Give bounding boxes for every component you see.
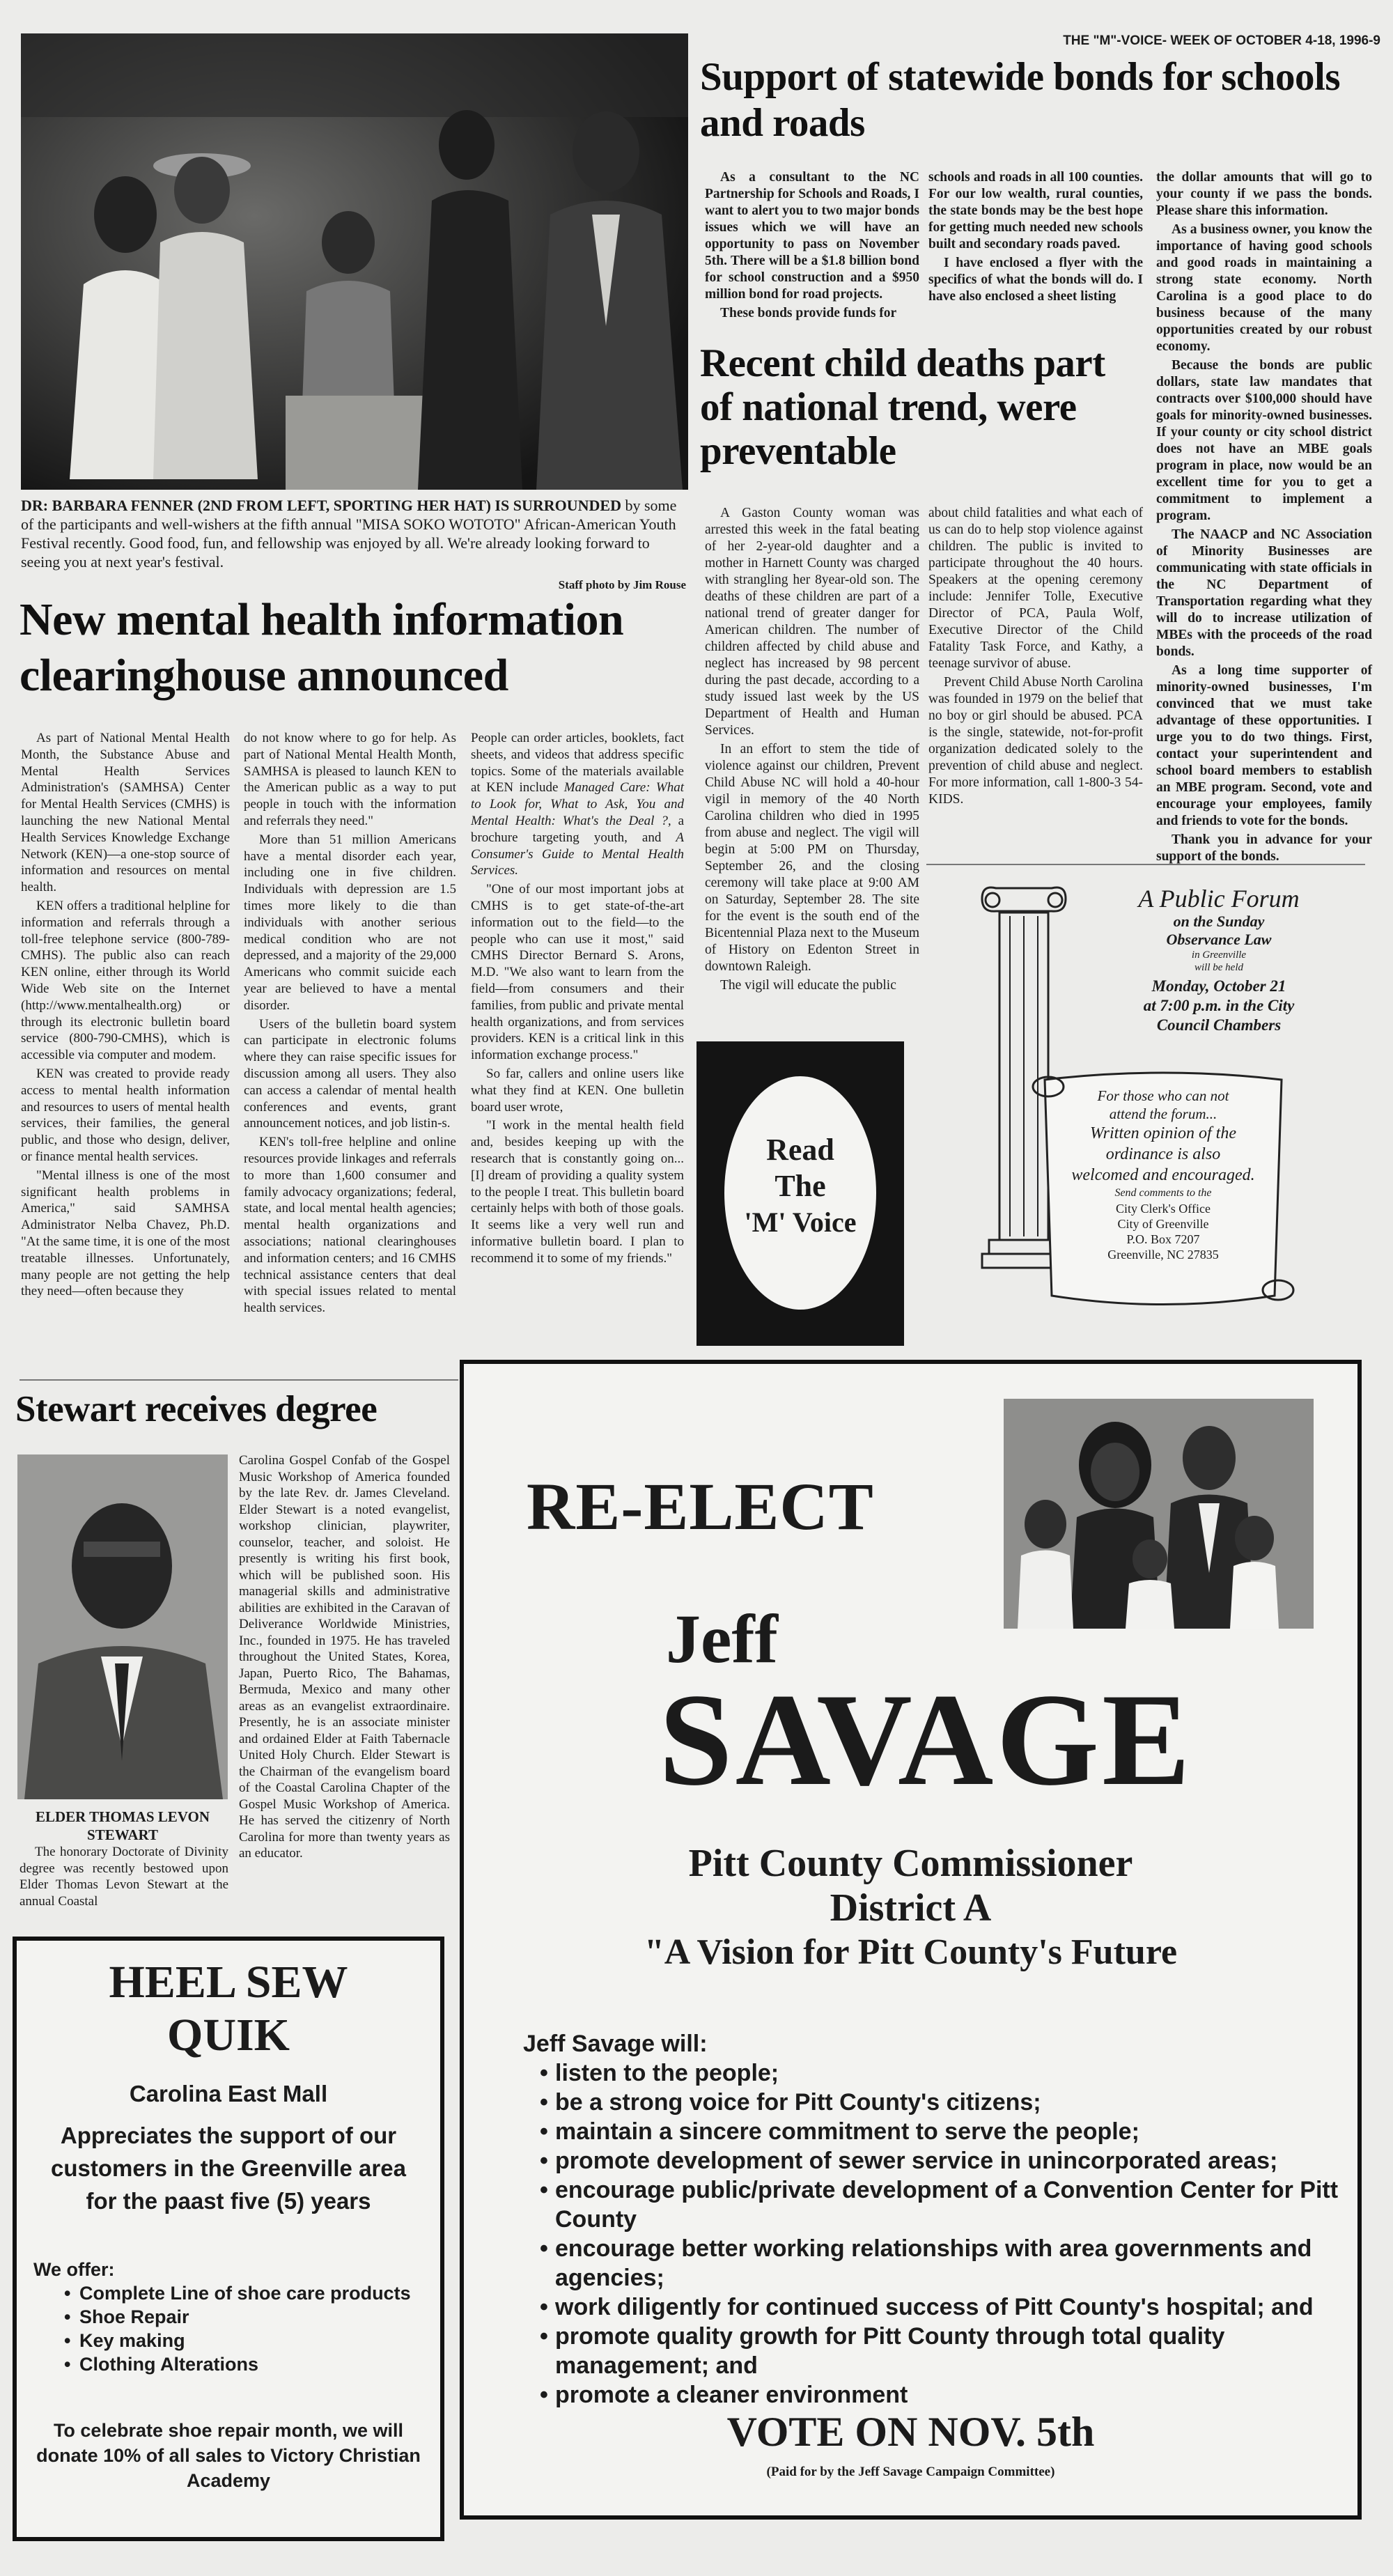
child-p3: The vigil will educate the public bbox=[720, 978, 896, 993]
bonds-p4: I have enclosed a flyer with the specifics of what the bonds will do. I have also enclosed a sheet listing bbox=[928, 256, 1143, 304]
heel-offer-item: • Clothing Alterations bbox=[61, 2352, 423, 2376]
scroll-text bbox=[1052, 1087, 1275, 1262]
savage-last-name: SAVAGE bbox=[659, 1667, 1193, 1813]
festival-photo-image bbox=[21, 33, 688, 490]
stewart-col-1 bbox=[20, 1844, 228, 1921]
forum-time: at 7:00 p.m. in the City bbox=[1143, 997, 1295, 1014]
savage-platform bbox=[523, 2029, 1345, 2410]
savage-district: District A bbox=[830, 1886, 992, 1930]
bonds-p10: Thank you in advance for your support of the bonds. bbox=[1156, 832, 1372, 864]
child-headline: Recent child deaths part of national trend, were preventable bbox=[700, 341, 1105, 473]
caption-rest: by some of the participants and well-wishers at the fifth annual "MISA SOKO WOTOTO" African-American Youth Festival recently. Good food, fun, and fellowship was enjoyed by all. We're already looking forward to seeing you at next year's festival. bbox=[21, 497, 677, 571]
forum-line-2: Observance Law bbox=[1166, 931, 1272, 948]
savage-slogan: "A Vision for Pitt County's Future bbox=[644, 1932, 1178, 1972]
scroll-line-4: ordinance is also bbox=[1105, 1145, 1221, 1163]
mental-p10: "One of our most important jobs at CMHS is to get state-of-the-art information out to the field—to the people who can use it most," said CMHS Director Bernard S. Arons, M.D. "We also want to learn from the field—from consumers and their families, from public and private mental health organizations, and from services providers. KEN is a critical link in this information exchange process." bbox=[471, 882, 685, 1063]
savage-will: Jeff Savage will: bbox=[523, 2031, 708, 2057]
forum-line-1: on the Sunday bbox=[1173, 913, 1265, 930]
bonds-p2: These bonds provide funds for bbox=[720, 306, 897, 320]
savage-platform-list bbox=[537, 2058, 1345, 2410]
read-m-voice-ad bbox=[696, 1041, 904, 1346]
savage-campaign-ad bbox=[460, 1360, 1362, 2520]
heel-offer-item: • Shoe Repair bbox=[61, 2305, 423, 2329]
bonds-p9: As a long time supporter of minority-owned businesses, I'm convinced that we must take advantage of these opportunities. I urge you to do two things. First, contact your superintendent and school board members to establish an MBE program. Second, vote and encourage your employees, family and friends to vote for the bonds. bbox=[1156, 663, 1372, 828]
mental-p9-em1: Managed Care: What to Look for, What to Ask, You and Mental Health: What's the Deal ?, bbox=[471, 780, 684, 828]
savage-paid-for: (Paid for by the Jeff Savage Campaign Committee) bbox=[766, 2465, 1055, 2479]
platform-item: • maintain a sincere commitment to serve the people; bbox=[537, 2117, 1345, 2146]
caption-bold: DR: BARBARA FENNER (2ND FROM LEFT, SPORTING HER HAT) IS SURROUNDED bbox=[21, 497, 621, 514]
mental-col-2 bbox=[244, 730, 456, 1385]
savage-reelect: RE-ELECT bbox=[527, 1469, 874, 1544]
child-p1: A Gaston County woman was arrested this week in the fatal beating of her 2-year-old daughter and a mother in Harnett County was charged with strangling her 8year-old son. The deaths of these children are part of a national trend of greater danger for American children. The number of children affected by child abuse and neglect has increased by 98 percent during the past decade, according to a study issued last week by the US Department of Health and Human Services. bbox=[705, 506, 919, 738]
child-col-2 bbox=[928, 505, 1143, 937]
bonds-headline: Support of statewide bonds for schools and roads bbox=[700, 55, 1340, 145]
platform-item: • promote quality growth for Pitt County through total quality management; and bbox=[537, 2322, 1345, 2380]
running-head: THE "M"-VOICE- WEEK OF OCTOBER 4-18, 1996-9 bbox=[1063, 33, 1380, 48]
savage-vote: VOTE ON NOV. 5th bbox=[726, 2409, 1095, 2455]
stewart-photo bbox=[17, 1454, 228, 1799]
stewart-p2: Carolina Gospel Confab of the Gospel Music Workshop of America founded by the late Rev. dr. James Cleveland. Elder Stewart is a noted evangelist, workshop clinician, playwriter, counselor, teacher, and soloist. He presently is writing his first book, which will be published soon. His managerial skills and administrative abilities are exhibited in the Caravan of Deliverance Worldwide Ministries, Inc., founded in 1975. He has traveled throughout the United States, Korea, Japan, Puerto Rico, The Bahamas, Bermuda, Mexico and many other areas as an evangelist extraordinaire. Presently, he is an associate minister and ordained Elder at Faith Tabernacle United Holy Church. Elder Stewart is the Chairman of the evangelism board of the Coastal Carolina Chapter of the Gospel Music Workshop of America. He has served the citizenry of North Carolina for more than twenty years as an educator. bbox=[239, 1453, 450, 1861]
read-ad-line-1: Read bbox=[766, 1133, 834, 1167]
child-col-1 bbox=[705, 505, 919, 1034]
forum-line-3: in Greenville bbox=[1191, 949, 1247, 961]
scroll-send: Send comments to the bbox=[1114, 1187, 1212, 1199]
mental-p9-mid: a brochure targeting youth, and bbox=[471, 813, 684, 845]
bonds-p6: As a business owner, you know the importance of having good schools and good roads in maintaining a strong state economy. North Carolina is a good place to do business because of the many opportunities created by our robust economy. bbox=[1156, 222, 1372, 354]
heel-offer-item: • Key making bbox=[61, 2329, 423, 2352]
forum-line-4: will be held bbox=[1194, 962, 1243, 973]
platform-item: • encourage better working relationships with area governments and agencies; bbox=[537, 2234, 1345, 2292]
mental-p3: KEN was created to provide ready access to mental health information and resources to users of mental health services, their families, the general public, and those who design, deliver, or finance mental health services. bbox=[21, 1066, 230, 1164]
stewart-photo-image bbox=[17, 1454, 228, 1799]
stewart-headline: Stewart receives degree bbox=[15, 1389, 378, 1429]
scroll-line-1: For those who can not bbox=[1097, 1087, 1229, 1104]
bonds-p7: Because the bonds are public dollars, state law mandates that contracts over $100,000 should have goals for minority-owned businesses. If your county or city school district does not have an MBE goals program in place, now would be an excellent time for you to get a commitment to implement a program. bbox=[1156, 358, 1372, 523]
scroll-box: P.O. Box 7207 bbox=[1126, 1232, 1200, 1246]
mental-col-1 bbox=[21, 730, 230, 1385]
scroll-line-5: welcomed and encouraged. bbox=[1071, 1166, 1255, 1184]
mental-p9-em2: A Consumer's Guide to Mental Health Services. bbox=[471, 830, 684, 878]
mental-p12: "I work in the mental health field and, besides keeping up with the research that is constantly going on... [I] dream of providing a quality system to the people I treat. This bulletin board certainly helps with both of those goals. It seems like a very well run and informative bulletin board. I plan to recommend it to some of my friends." bbox=[471, 1118, 684, 1266]
scroll-line-2: attend the forum... bbox=[1109, 1105, 1217, 1122]
mental-p1: As part of National Mental Health Month, the Substance Abuse and Mental Health Services Administration's (SAMHSA) Center for Mental Health Services (CMHS) is launching the new National Mental Health Services Knowledge Exchange Network (KEN)—a one-stop source of information and resources on mental health. bbox=[21, 731, 230, 895]
mental-p9-a: People can order articles, booklets, fact sheets, and videos that address specific topics. Some of the materials available at KEN include bbox=[471, 731, 684, 796]
heel-thanks: Appreciates the support of our customers in the Greenville area for the paast five (5) years bbox=[51, 2123, 406, 2214]
mental-headline: New mental health information clearinghouse announced bbox=[20, 594, 624, 701]
mental-p11: So far, callers and online users like what they find at KEN. One bulletin board user wrote, bbox=[471, 1066, 684, 1115]
savage-office-title: Pitt County Commissioner bbox=[688, 1842, 1133, 1885]
photo-credit: Staff photo by Jim Rouse bbox=[558, 578, 686, 591]
stewart-rule bbox=[20, 1379, 458, 1381]
scroll-line-3: Written opinion of the bbox=[1090, 1124, 1236, 1142]
scroll-zip: Greenville, NC 27835 bbox=[1107, 1248, 1219, 1262]
mental-col-3 bbox=[471, 730, 684, 1385]
bonds-p3: schools and roads in all 100 counties. For our low wealth, rural counties, the state bonds may be the best hope for getting much needed new schools built and secondary roads paved. bbox=[928, 170, 1143, 251]
savage-office bbox=[464, 1841, 1357, 1975]
festival-photo-caption bbox=[21, 496, 688, 571]
public-forum-notice bbox=[975, 885, 1365, 1330]
festival-photo bbox=[21, 33, 688, 490]
stewart-caption: ELDER THOMAS LEVON STEWART bbox=[35, 1808, 210, 1843]
platform-item: • listen to the people; bbox=[537, 2058, 1345, 2088]
heel-mall: Carolina East Mall bbox=[129, 2081, 328, 2106]
heel-offer: We offer: bbox=[33, 2259, 115, 2280]
bonds-col-2 bbox=[928, 169, 1143, 336]
scroll-city: City of Greenville bbox=[1117, 1217, 1209, 1231]
scroll-office: City Clerk's Office bbox=[1116, 1202, 1211, 1216]
platform-item: • promote a cleaner environment bbox=[537, 2380, 1345, 2410]
heel-title-2: QUIK bbox=[166, 2010, 290, 2061]
mental-p5: do not know where to go for help. As part of National Mental Health Month, SAMHSA is pleased to launch KEN to the American public as a way to put people in touch with the information and referrals they need." bbox=[244, 731, 456, 828]
mental-p9 bbox=[471, 730, 684, 879]
read-ad-oval bbox=[724, 1076, 876, 1310]
heel-title-1: HEEL SEW bbox=[109, 1957, 348, 2008]
platform-item: • encourage public/private development of a Convention Center for Pitt County bbox=[537, 2175, 1345, 2234]
platform-item: • be a strong voice for Pitt County's citizens; bbox=[537, 2088, 1345, 2117]
forum-rule bbox=[926, 864, 1365, 865]
savage-first-name: Jeff bbox=[666, 1600, 778, 1677]
child-p5: Prevent Child Abuse North Carolina was founded in 1979 on the belief that no boy or girl should be abused. PCA is the single, statewide, not-for-profit organization dedicated solely to the prevention of child abuse and neglect. For more information, call 1-800-3 54-KIDS. bbox=[928, 675, 1143, 807]
bonds-p8: The NAACP and NC Association of Minority Businesses are communicating with state officials in the NC Department of Transportation regarding what they will do to increase utilization of MBEs with the proceeds of the road bonds. bbox=[1156, 527, 1372, 659]
mental-p8: KEN's toll-free helpline and online resources provide linkages and referrals to more than 1,600 consumer and family advocacy organizations; federal, state, and local mental health agencies; mental health organizations and associations; national clearinghouses and information centers; and 16 CMHS technical assistance centers that deal with special issues related to mental health services. bbox=[244, 1135, 456, 1316]
savage-family-photo bbox=[1004, 1399, 1314, 1629]
child-p4: about child fatalities and what each of us can do to help stop violence against children. The public is invited to participate throughout the 40 hours. Speakers at the opening ceremony include: Jennifer Tolle, Executive Director of PCA, Paula Wolf, Executive Director of the Child Fatality Task Force, and Kathy, a teenage survivor of abuse. bbox=[928, 506, 1143, 671]
heel-offer-item: • Complete Line of shoe care products bbox=[61, 2281, 423, 2305]
heel-offer-list bbox=[61, 2281, 423, 2376]
mental-p6: More than 51 million Americans have a mental disorder each year, including one in five children. Individuals with depression are 1.5 times more likely to die than individuals with another serious medical condition who are not depressed, and a majority of the 29,000 Americans who commit suicide each year are believed to have a mental disorder. bbox=[244, 832, 456, 1013]
mental-p2: KEN offers a traditional helpline for information and referrals through a toll-free telephone service (800-789-CMHS). The public also can reach KEN online, either through its World Wide Web site on the Internet (http://www.mentalhealth.org) or through its electronic bulletin board service (800-790-CMHS), which is accessible via computer and modem. bbox=[21, 898, 230, 1063]
forum-date: Monday, October 21 bbox=[1151, 977, 1286, 995]
read-ad-line-2: The bbox=[775, 1169, 826, 1203]
read-ad-line-3: 'M' Voice bbox=[744, 1206, 857, 1238]
bonds-col-1 bbox=[705, 169, 919, 336]
mental-p7: Users of the bulletin board system can participate in electronic folums where they can raise specific issues for discussion among all users. They also can access a calendar of mental health conferences and events, grant announcement notices, and job listin-s. bbox=[244, 1016, 456, 1131]
bonds-col-3 bbox=[1156, 169, 1372, 864]
forum-header bbox=[1080, 885, 1358, 1035]
forum-title: A Public Forum bbox=[1138, 885, 1300, 913]
platform-item: • work diligently for continued success of Pitt County's hospital; and bbox=[537, 2292, 1345, 2322]
heel-footer: To celebrate shoe repair month, we will donate 10% of all sales to Victory Christian Academy bbox=[36, 2420, 421, 2491]
heel-sew-quik-ad bbox=[13, 1937, 444, 2541]
stewart-col-2 bbox=[239, 1452, 450, 1926]
stewart-p1: The honorary Doctorate of Divinity degree was recently bestowed upon Elder Thomas Levon Stewart at the annual Coastal bbox=[20, 1845, 228, 1909]
bonds-p1: As a consultant to the NC Partnership for Schools and Roads, I want to alert you to two major bonds issues which we will have an opportunity to pass on November 5th. There will be a $1.8 billion bond for school construction and a $950 million bond for road projects. bbox=[705, 170, 919, 302]
forum-place: Council Chambers bbox=[1156, 1016, 1282, 1034]
platform-item: • promote development of sewer service in unincorporated areas; bbox=[537, 2146, 1345, 2175]
child-p2: In an effort to stem the tide of violence against our children, Prevent Child Abuse NC will hold a 40-hour vigil in memory of the 40 North Carolina children who died in 1995 from abuse and neglect. The vigil will begin at 5:00 PM on Thursday, September 26, and the closing ceremony will take place at 9:00 AM on Saturday, September 28. The site for the event is the south end of the Bicentennial Plaza next to the Museum of History on Edenton Street in downtown Raleigh. bbox=[705, 742, 919, 974]
bonds-p5: the dollar amounts that will go to your county if we pass the bonds. Please share this information. bbox=[1156, 170, 1372, 218]
savage-family-photo-image bbox=[1004, 1399, 1314, 1629]
mental-p4: "Mental illness is one of the most significant health problems in America," said SAMHSA Administrator Nelba Chavez, Ph.D. "At the same time, it is one of the most treatable illnesses. Unfortunately, many people are not getting the help they need—often because they bbox=[21, 1167, 230, 1299]
